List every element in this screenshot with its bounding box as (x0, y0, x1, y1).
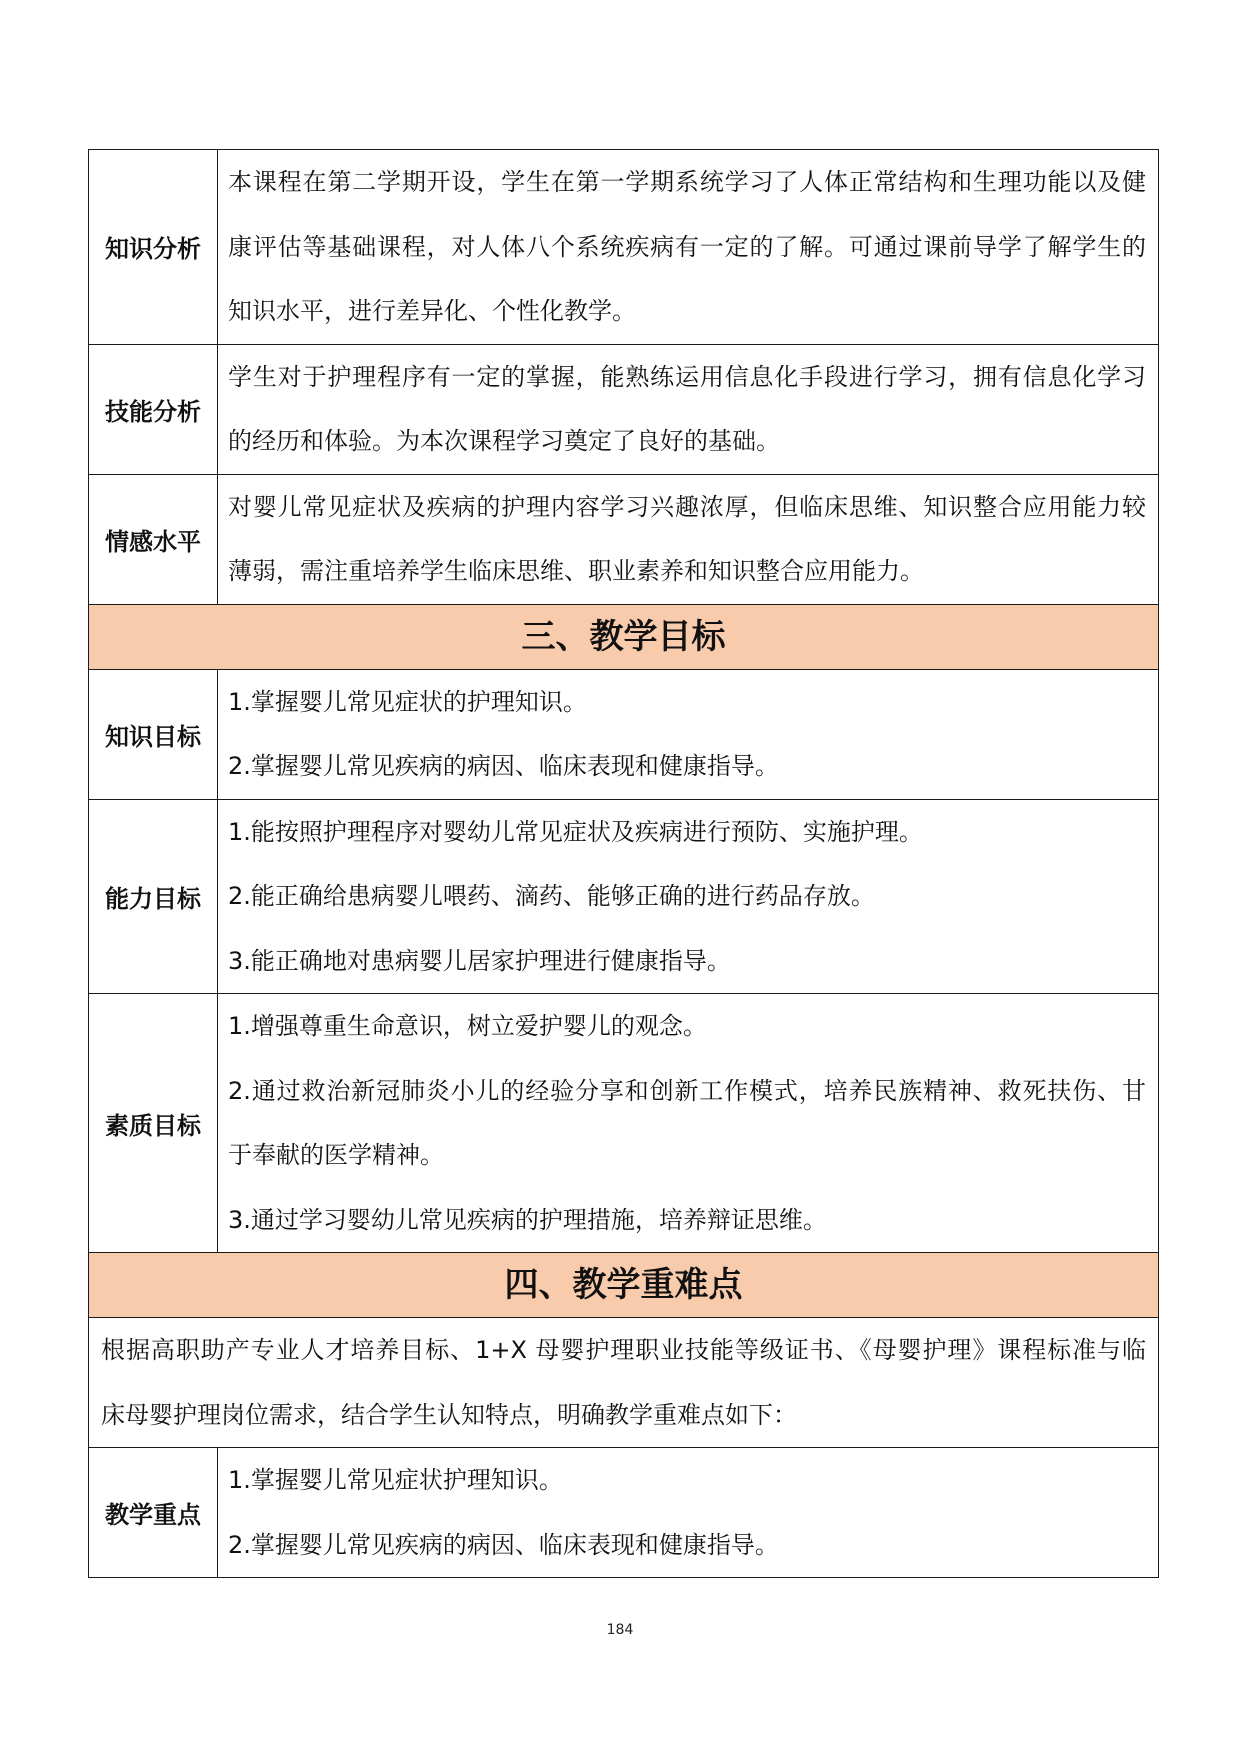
page-number: 184 (606, 1622, 634, 1638)
section-header-row (89, 1253, 1159, 1318)
text-line: 3.通过学习婴幼儿常见疾病的护理措施，培养辩证思维。 (228, 1205, 827, 1234)
row-label: 知识分析 (89, 150, 218, 345)
row-content (218, 344, 1159, 474)
lesson-plan-table-body (89, 150, 1159, 1578)
text-line: 2.能正确给患病婴儿喂药、滴药、能够正确的进行药品存放。 (228, 882, 875, 910)
text-line: 1.掌握婴儿常见症状护理知识。 (228, 1466, 563, 1494)
paragraph (228, 1513, 1146, 1578)
row-label: 情感水平 (89, 474, 218, 604)
paragraph (228, 1448, 1146, 1513)
row-content (89, 1318, 1159, 1448)
paragraph (228, 864, 1146, 929)
row-content (218, 994, 1159, 1253)
paragraph (228, 800, 1146, 865)
table-row (89, 994, 1159, 1253)
text-line: 1.掌握婴儿常见症状的护理知识。 (228, 687, 587, 716)
text-line: 2.通过救治新冠肺炎小儿的经验分享和创新工作模式，培养民族精神、救死扶伤、甘 (228, 1076, 1146, 1105)
row-content (218, 150, 1159, 345)
row-content (218, 474, 1159, 604)
paragraph (101, 1318, 1146, 1447)
table-row (89, 669, 1159, 799)
table-row (89, 474, 1159, 604)
text-line: 知识水平，进行差异化、个性化教学。 (228, 297, 636, 325)
table-row (89, 1448, 1159, 1578)
section-title: 三、教学目标 (89, 604, 1159, 669)
text-line: 对婴儿常见症状及疾病的护理内容学习兴趣浓厚，但临床思维、知识整合应用能力较 (228, 492, 1146, 521)
paragraph (228, 475, 1146, 604)
text-line: 2.掌握婴儿常见疾病的病因、临床表现和健康指导。 (228, 752, 779, 780)
text-line: 1.能按照护理程序对婴幼儿常见症状及疾病进行预防、实施护理。 (228, 817, 923, 846)
table-row (89, 799, 1159, 994)
row-content (218, 1448, 1159, 1578)
paragraph (228, 150, 1146, 344)
paragraph (228, 1059, 1146, 1188)
paragraph (228, 670, 1146, 735)
paragraph (228, 1188, 1146, 1253)
row-label: 教学重点 (89, 1448, 218, 1578)
row-label: 能力目标 (89, 799, 218, 994)
text-line: 的经历和体验。为本次课程学习奠定了良好的基础。 (228, 427, 780, 455)
text-line: 康评估等基础课程，对人体八个系统疾病有一定的了解。可通过课前导学了解学生的 (228, 232, 1146, 261)
lesson-plan-table (88, 149, 1159, 1578)
text-line: 学生对于护理程序有一定的掌握，能熟练运用信息化手段进行学习，拥有信息化学习 (228, 362, 1146, 391)
text-line: 3.能正确地对患病婴儿居家护理进行健康指导。 (228, 946, 731, 975)
row-label: 素质目标 (89, 994, 218, 1253)
text-line: 本课程在第二学期开设，学生在第一学期系统学习了人体正常结构和生理功能以及健 (228, 168, 1146, 196)
row-content (218, 669, 1159, 799)
table-row (89, 344, 1159, 474)
text-line: 根据高职助产专业人才培养目标、1+X 母婴护理职业技能等级证书、《母婴护理》课程标准与临 (101, 1336, 1146, 1364)
paragraph (228, 345, 1146, 474)
paragraph (228, 994, 1146, 1059)
section-header-row (89, 604, 1159, 669)
text-line: 于奉献的医学精神。 (228, 1141, 444, 1169)
text-line: 床母婴护理岗位需求，结合学生认知特点，明确教学重难点如下： (101, 1400, 797, 1429)
row-content (218, 799, 1159, 994)
row-label: 技能分析 (89, 344, 218, 474)
section-title: 四、教学重难点 (89, 1253, 1159, 1318)
row-label: 知识目标 (89, 669, 218, 799)
text-line: 2.掌握婴儿常见疾病的病因、临床表现和健康指导。 (228, 1530, 779, 1559)
full-width-row (89, 1318, 1159, 1448)
paragraph (228, 734, 1146, 799)
table-row (89, 150, 1159, 345)
text-line: 1.增强尊重生命意识，树立爱护婴儿的观念。 (228, 1012, 707, 1040)
text-line: 薄弱，需注重培养学生临床思维、职业素养和知识整合应用能力。 (228, 557, 924, 585)
paragraph (228, 929, 1146, 994)
